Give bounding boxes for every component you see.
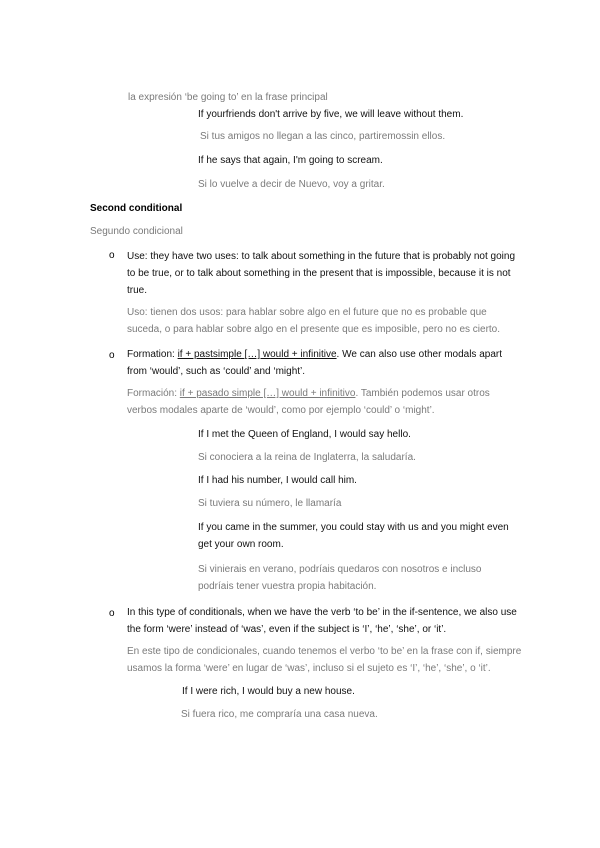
formation-rest: . We can also use other modals apart bbox=[336, 349, 503, 360]
text-line: verbos modales aparte de ‘would’, como por ejemplo ‘could’ o ‘might’. bbox=[127, 405, 435, 416]
bullet-marker: o bbox=[109, 608, 115, 619]
formation-label: Formación: bbox=[127, 388, 180, 399]
example-en bbox=[198, 519, 509, 553]
example-es: Si tus amigos no llegan a las cinco, partiremossin ellos. bbox=[200, 131, 446, 142]
text-line bbox=[127, 346, 502, 363]
text-line: En este tipo de condicionales, cuando tenemos el verbo ‘to be’ en la frase con if, siempre bbox=[127, 646, 522, 657]
example-es: Si conociera a la reina de Inglaterra, la saludaría. bbox=[198, 452, 416, 463]
example-es: Si tuviera su número, le llamaría bbox=[198, 498, 342, 509]
text-line: get your own room. bbox=[198, 539, 284, 550]
text-line: If you came in the summer, you could stay with us and you might even bbox=[198, 522, 509, 533]
example-en: If yourfriends don't arrive by five, we will leave without them. bbox=[198, 109, 464, 120]
section-subtitle: Segundo condicional bbox=[90, 226, 183, 237]
section-title: Second conditional bbox=[90, 203, 183, 214]
text-line bbox=[127, 385, 490, 402]
text-line: Use: they have two uses: to talk about something in the future that is probably not going bbox=[127, 251, 516, 262]
text-line: to be true, or to talk about something in the present that is impossible, because it is not bbox=[127, 268, 511, 279]
intro-text: la expresión ‘be going to’ en la frase principal bbox=[128, 92, 328, 103]
text-line: usamos la forma ‘were’ en lugar de ‘was’, incluso si el sujeto es ‘I’, ‘he’, ‘she’, o ‘it’. bbox=[127, 663, 491, 674]
formation-rest: . También podemos usar otros bbox=[355, 388, 490, 399]
text-line: Uso: tienen dos usos: para hablar sobre algo en el future que no es probable que bbox=[127, 307, 487, 318]
example-es: Si lo vuelve a decir de Nuevo, voy a gritar. bbox=[198, 179, 385, 190]
example-en: If I were rich, I would buy a new house. bbox=[182, 686, 355, 697]
text-line: from ‘would’, such as ‘could’ and ‘might’. bbox=[127, 366, 306, 377]
text-line: the form ‘were’ instead of ‘was’, even if the subject is ‘I’, ‘he’, ‘she’, or ‘it’. bbox=[127, 624, 447, 635]
formation-label: Formation: bbox=[127, 349, 178, 360]
text-line: Si vinierais en verano, podríais quedaros con nosotros e incluso bbox=[198, 564, 482, 575]
bullet-marker: o bbox=[109, 250, 115, 261]
text-line: In this type of conditionals, when we have the verb ‘to be’ in the if-sentence, we also use bbox=[127, 607, 517, 618]
formation-formula: if + pastsimple […] would + infinitive bbox=[177, 349, 337, 360]
use-es bbox=[127, 304, 500, 338]
example-es: Si fuera rico, me compraría una casa nueva. bbox=[181, 709, 378, 720]
formation-en bbox=[127, 346, 502, 380]
formation-es bbox=[127, 385, 490, 419]
text-line: true. bbox=[127, 285, 148, 296]
text-line: suceda, o para hablar sobre algo en el presente que es imposible, pero no es cierto. bbox=[127, 324, 501, 335]
example-en: If I had his number, I would call him. bbox=[198, 475, 357, 486]
example-en: If he says that again, I'm going to scream. bbox=[198, 155, 383, 166]
text-line: podríais tener vuestra propia habitación. bbox=[198, 581, 377, 592]
bullet-marker: o bbox=[109, 350, 115, 361]
use-en bbox=[127, 248, 515, 299]
example-en: If I met the Queen of England, I would say hello. bbox=[198, 429, 411, 440]
example-es bbox=[198, 561, 482, 595]
were-en bbox=[127, 604, 517, 638]
were-es bbox=[127, 643, 521, 677]
formation-formula: if + pasado simple […] would + infinitivo bbox=[179, 388, 356, 399]
